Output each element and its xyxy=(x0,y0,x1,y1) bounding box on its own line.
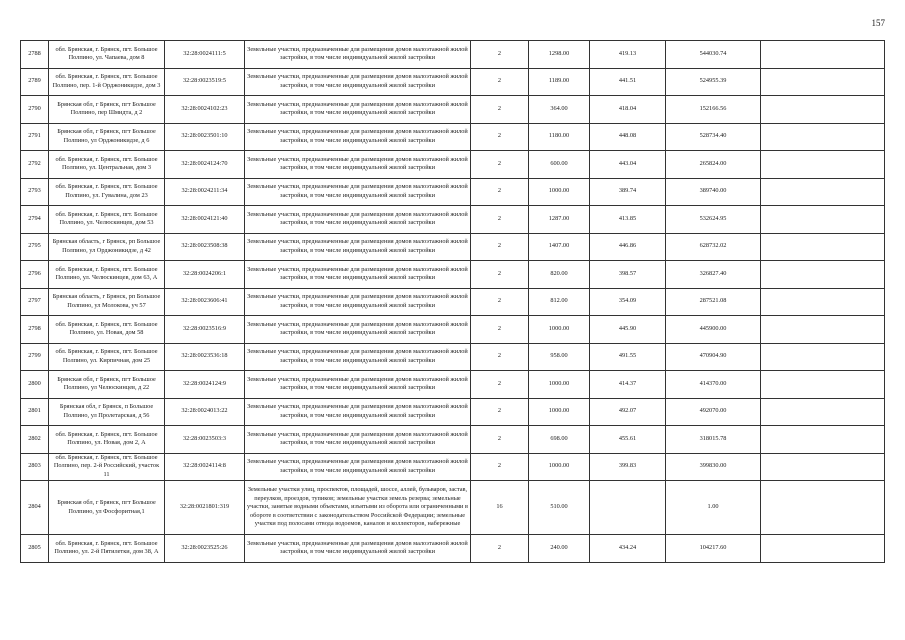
row-number-cell: 2798 xyxy=(21,316,49,344)
empty-cell xyxy=(761,68,885,96)
cadastral-number-cell: 32:28:0024211:34 xyxy=(165,178,245,206)
cadastral-value-cell: 265824.00 xyxy=(666,151,761,179)
empty-cell xyxy=(761,316,885,344)
row-number-cell: 2801 xyxy=(21,398,49,426)
row-number-cell: 2803 xyxy=(21,453,49,481)
table-row xyxy=(21,371,885,399)
empty-cell xyxy=(761,398,885,426)
land-use-cell: Земельные участки, предназначенные для размещения домов малоэтажной жилой застройки, в том числе индивидуальной жилой застройки xyxy=(245,316,471,344)
table-row xyxy=(21,261,885,289)
specific-value-cell: 398.57 xyxy=(590,261,666,289)
address-cell: обл. Брянская, г. Брянск, пгт. Большое Полпино, ул. Челюскинцев, дом 53 xyxy=(49,206,165,234)
cadastral-value-cell: 524955.39 xyxy=(666,68,761,96)
cadastral-value-cell: 532624.95 xyxy=(666,206,761,234)
area-cell: 364.00 xyxy=(529,96,590,124)
cadastral-number-cell: 32:28:0024121:40 xyxy=(165,206,245,234)
table-row xyxy=(21,41,885,69)
specific-value-cell: 389.74 xyxy=(590,178,666,206)
empty-cell xyxy=(761,343,885,371)
land-use-cell: Земельные участки, предназначенные для размещения домов малоэтажной жилой застройки, в том числе индивидуальной жилой застройки xyxy=(245,426,471,454)
empty-cell xyxy=(761,206,885,234)
empty-cell xyxy=(761,123,885,151)
land-use-cell: Земельные участки, предназначенные для размещения домов малоэтажной жилой застройки, в том числе индивидуальной жилой застройки xyxy=(245,206,471,234)
group-code-cell: 2 xyxy=(471,398,529,426)
cadastral-number-cell: 32:28:0024111:5 xyxy=(165,41,245,69)
address-cell: обл. Брянская, г. Брянск, пгт. Большое Полпино, ул. Центральная, дом 3 xyxy=(49,151,165,179)
specific-value-cell: 491.55 xyxy=(590,343,666,371)
specific-value-cell: 441.51 xyxy=(590,68,666,96)
group-code-cell: 2 xyxy=(471,96,529,124)
land-use-cell: Земельные участки, предназначенные для размещения домов малоэтажной жилой застройки, в том числе индивидуальной жилой застройки xyxy=(245,535,471,563)
row-number-cell: 2790 xyxy=(21,96,49,124)
address-cell: Брянская область, г Брянск, рп Большое Полпино, ул Молокова, уч 57 xyxy=(49,288,165,316)
cadastral-value-cell: 528734.40 xyxy=(666,123,761,151)
address-cell: обл. Брянская, г. Брянск, пгт. Большое Полпино, ул. Новая, дом 58 xyxy=(49,316,165,344)
area-cell: 1000.00 xyxy=(529,316,590,344)
cadastral-number-cell: 32:28:0023525:26 xyxy=(165,535,245,563)
row-number-cell: 2791 xyxy=(21,123,49,151)
area-cell: 820.00 xyxy=(529,261,590,289)
table-row xyxy=(21,343,885,371)
row-number-cell: 2792 xyxy=(21,151,49,179)
cadastral-value-cell: 399830.00 xyxy=(666,453,761,481)
empty-cell xyxy=(761,481,885,535)
cadastral-value-cell: 628732.02 xyxy=(666,233,761,261)
group-code-cell: 2 xyxy=(471,68,529,96)
land-use-cell: Земельные участки, предназначенные для размещения домов малоэтажной жилой застройки, в том числе индивидуальной жилой застройки xyxy=(245,233,471,261)
empty-cell xyxy=(761,96,885,124)
row-number-cell: 2799 xyxy=(21,343,49,371)
table-row xyxy=(21,206,885,234)
group-code-cell: 2 xyxy=(471,41,529,69)
empty-cell xyxy=(761,151,885,179)
area-cell: 1000.00 xyxy=(529,453,590,481)
land-use-cell: Земельные участки, предназначенные для размещения домов малоэтажной жилой застройки, в том числе индивидуальной жилой застройки xyxy=(245,343,471,371)
address-cell: Брянская область, г Брянск, рп Большое Полпино, ул Орджоникидзе, д 42 xyxy=(49,233,165,261)
cadastral-number-cell: 32:28:0024102:23 xyxy=(165,96,245,124)
cadastral-value-cell: 152166.56 xyxy=(666,96,761,124)
cadastral-number-cell: 32:28:0024124:70 xyxy=(165,151,245,179)
area-cell: 1000.00 xyxy=(529,178,590,206)
group-code-cell: 2 xyxy=(471,261,529,289)
address-cell: Брянская обл, г Брянск, пгт Большое Полпино, ул Фосфоритная,1 xyxy=(49,481,165,535)
area-cell: 240.00 xyxy=(529,535,590,563)
specific-value-cell: 492.07 xyxy=(590,398,666,426)
area-cell: 510.00 xyxy=(529,481,590,535)
empty-cell xyxy=(761,233,885,261)
specific-value-cell: 434.24 xyxy=(590,535,666,563)
group-code-cell: 2 xyxy=(471,535,529,563)
group-code-cell: 16 xyxy=(471,481,529,535)
address-cell: обл. Брянская, г. Брянск, пгт. Большое Полпино, пер. 1-й Орджоникидзе, дом 3 xyxy=(49,68,165,96)
group-code-cell: 2 xyxy=(471,178,529,206)
group-code-cell: 2 xyxy=(471,206,529,234)
group-code-cell: 2 xyxy=(471,288,529,316)
land-use-cell: Земельные участки, предназначенные для размещения домов малоэтажной жилой застройки, в том числе индивидуальной жилой застройки xyxy=(245,96,471,124)
row-number-cell: 2789 xyxy=(21,68,49,96)
empty-cell xyxy=(761,371,885,399)
land-use-cell: Земельные участки, предназначенные для размещения домов малоэтажной жилой застройки, в том числе индивидуальной жилой застройки xyxy=(245,41,471,69)
row-number-cell: 2805 xyxy=(21,535,49,563)
group-code-cell: 2 xyxy=(471,426,529,454)
specific-value-cell: 443.04 xyxy=(590,151,666,179)
cadastral-number-cell: 32:28:0023508:38 xyxy=(165,233,245,261)
page-number: 157 xyxy=(871,18,885,28)
specific-value-cell xyxy=(590,481,666,535)
address-cell: Брянская обл, г Брянск, пгт Большое Полпино, ул Челюскинцев, д 22 xyxy=(49,371,165,399)
cadastral-number-cell: 32:28:0024114:8 xyxy=(165,453,245,481)
table-row xyxy=(21,426,885,454)
empty-cell xyxy=(761,41,885,69)
cadastral-number-cell: 32:28:0023519:5 xyxy=(165,68,245,96)
cadastral-number-cell: 32:28:0023503:3 xyxy=(165,426,245,454)
group-code-cell: 2 xyxy=(471,123,529,151)
cadastral-value-cell: 389740.00 xyxy=(666,178,761,206)
address-cell: обл. Брянская, г. Брянск, пгт. Большое Полпино, ул. Челюскинцев, дом 63, А xyxy=(49,261,165,289)
specific-value-cell: 455.61 xyxy=(590,426,666,454)
address-cell: обл. Брянская, г. Брянск, пгт. Большое Полпино, ул. Чапаева, дом 8 xyxy=(49,41,165,69)
area-cell: 1180.00 xyxy=(529,123,590,151)
address-cell: Брянская обл, г Брянск, пгт Большое Полпино, пер Шмидта, д 2 xyxy=(49,96,165,124)
area-cell: 1407.00 xyxy=(529,233,590,261)
cadastral-value-table xyxy=(20,40,885,563)
row-number-cell: 2788 xyxy=(21,41,49,69)
cadastral-value-cell: 287521.08 xyxy=(666,288,761,316)
row-number-cell: 2802 xyxy=(21,426,49,454)
empty-cell xyxy=(761,178,885,206)
empty-cell xyxy=(761,535,885,563)
table-row xyxy=(21,453,885,481)
empty-cell xyxy=(761,288,885,316)
empty-cell xyxy=(761,426,885,454)
area-cell: 812.00 xyxy=(529,288,590,316)
cadastral-value-cell: 445900.00 xyxy=(666,316,761,344)
specific-value-cell: 414.37 xyxy=(590,371,666,399)
cadastral-number-cell: 32:28:0023501:10 xyxy=(165,123,245,151)
specific-value-cell: 445.90 xyxy=(590,316,666,344)
row-number-cell: 2800 xyxy=(21,371,49,399)
cadastral-number-cell: 32:28:0024013:22 xyxy=(165,398,245,426)
empty-cell xyxy=(761,261,885,289)
specific-value-cell: 446.86 xyxy=(590,233,666,261)
address-cell: обл. Брянская, г. Брянск, пгт. Большое Полпино, ул. Гувалина, дом 23 xyxy=(49,178,165,206)
cadastral-value-cell: 326827.40 xyxy=(666,261,761,289)
cadastral-number-cell: 32:28:0024124:9 xyxy=(165,371,245,399)
empty-cell xyxy=(761,453,885,481)
land-use-cell: Земельные участки, предназначенные для размещения домов малоэтажной жилой застройки, в том числе индивидуальной жилой застройки xyxy=(245,178,471,206)
table-row xyxy=(21,288,885,316)
row-number-cell: 2804 xyxy=(21,481,49,535)
address-cell: Брянская обл, г Брянск, пгт Большое Полпино, ул Орджоникидзе, д 6 xyxy=(49,123,165,151)
cadastral-number-cell: 32:28:0021801:319 xyxy=(165,481,245,535)
address-cell: Брянская обл, г Брянск, п Большое Полпино, ул Пролетарская, д 56 xyxy=(49,398,165,426)
address-cell: обл. Брянская, г. Брянск, пгт. Большое Полпино, ул. 2-й Пятилетки, дом 38, А xyxy=(49,535,165,563)
specific-value-cell: 419.13 xyxy=(590,41,666,69)
group-code-cell: 2 xyxy=(471,316,529,344)
group-code-cell: 2 xyxy=(471,371,529,399)
area-cell: 1189.00 xyxy=(529,68,590,96)
land-use-cell: Земельные участки, предназначенные для размещения домов малоэтажной жилой застройки, в том числе индивидуальной жилой застройки xyxy=(245,288,471,316)
land-use-cell: Земельные участки, предназначенные для размещения домов малоэтажной жилой застройки, в том числе индивидуальной жилой застройки xyxy=(245,398,471,426)
table-row xyxy=(21,96,885,124)
table-body xyxy=(21,41,885,563)
cadastral-value-cell: 470904.90 xyxy=(666,343,761,371)
specific-value-cell: 399.83 xyxy=(590,453,666,481)
cadastral-value-cell: 544030.74 xyxy=(666,41,761,69)
table-row xyxy=(21,178,885,206)
group-code-cell: 2 xyxy=(471,453,529,481)
area-cell: 958.00 xyxy=(529,343,590,371)
cadastral-number-cell: 32:28:0023606:41 xyxy=(165,288,245,316)
group-code-cell: 2 xyxy=(471,233,529,261)
row-number-cell: 2793 xyxy=(21,178,49,206)
cadastral-value-cell: 318015.78 xyxy=(666,426,761,454)
land-use-cell: Земельные участки, предназначенные для размещения домов малоэтажной жилой застройки, в том числе индивидуальной жилой застройки xyxy=(245,453,471,481)
table-row xyxy=(21,535,885,563)
land-use-cell: Земельные участки, предназначенные для размещения домов малоэтажной жилой застройки, в том числе индивидуальной жилой застройки xyxy=(245,151,471,179)
land-use-cell: Земельные участки, предназначенные для размещения домов малоэтажной жилой застройки, в том числе индивидуальной жилой застройки xyxy=(245,123,471,151)
land-use-cell: Земельные участки, предназначенные для размещения домов малоэтажной жилой застройки, в том числе индивидуальной жилой застройки xyxy=(245,371,471,399)
land-use-cell: Земельные участки, предназначенные для размещения домов малоэтажной жилой застройки, в том числе индивидуальной жилой застройки xyxy=(245,68,471,96)
row-number-cell: 2797 xyxy=(21,288,49,316)
group-code-cell: 2 xyxy=(471,151,529,179)
specific-value-cell: 413.85 xyxy=(590,206,666,234)
specific-value-cell: 448.08 xyxy=(590,123,666,151)
area-cell: 1000.00 xyxy=(529,398,590,426)
address-cell: обл. Брянская, г. Брянск, пгт. Большое Полпино, ул. Кирпичная, дом 25 xyxy=(49,343,165,371)
row-number-cell: 2795 xyxy=(21,233,49,261)
group-code-cell: 2 xyxy=(471,343,529,371)
table-row xyxy=(21,398,885,426)
address-cell: обл. Брянская, г. Брянск, пгт. Большое Полпино, ул. Новая, дом 2, А xyxy=(49,426,165,454)
row-number-cell: 2796 xyxy=(21,261,49,289)
cadastral-value-cell: 414370.00 xyxy=(666,371,761,399)
land-use-cell: Земельные участки улиц, проспектов, площадей, шоссе, аллей, бульваров, застав, переулков, проездов, тупиков; земельные участки земель резерва; земельные участки, занятые водными объектами, изъятыми из оборота или ограниченными в обороте в соответствии с законодательством Российской Федерации; земельные участки под полосами отвода водоемов, каналов и коллекторов, набережные xyxy=(245,481,471,535)
table-row xyxy=(21,68,885,96)
row-number-cell: 2794 xyxy=(21,206,49,234)
area-cell: 600.00 xyxy=(529,151,590,179)
land-use-cell: Земельные участки, предназначенные для размещения домов малоэтажной жилой застройки, в том числе индивидуальной жилой застройки xyxy=(245,261,471,289)
table-row xyxy=(21,123,885,151)
cadastral-number-cell: 32:28:0023536:18 xyxy=(165,343,245,371)
table-row xyxy=(21,481,885,535)
specific-value-cell: 354.09 xyxy=(590,288,666,316)
area-cell: 1298.00 xyxy=(529,41,590,69)
cadastral-value-cell: 1.00 xyxy=(666,481,761,535)
cadastral-number-cell: 32:28:0024206:1 xyxy=(165,261,245,289)
specific-value-cell: 418.04 xyxy=(590,96,666,124)
address-cell: обл. Брянская, г. Брянск, пгт. Большое Полпино, пер. 2-й Российский, участок 11 xyxy=(49,453,165,481)
cadastral-value-cell: 104217.60 xyxy=(666,535,761,563)
area-cell: 698.00 xyxy=(529,426,590,454)
area-cell: 1287.00 xyxy=(529,206,590,234)
area-cell: 1000.00 xyxy=(529,371,590,399)
cadastral-value-cell: 492070.00 xyxy=(666,398,761,426)
cadastral-number-cell: 32:28:0023516:9 xyxy=(165,316,245,344)
table-row xyxy=(21,233,885,261)
table-row xyxy=(21,316,885,344)
table-row xyxy=(21,151,885,179)
